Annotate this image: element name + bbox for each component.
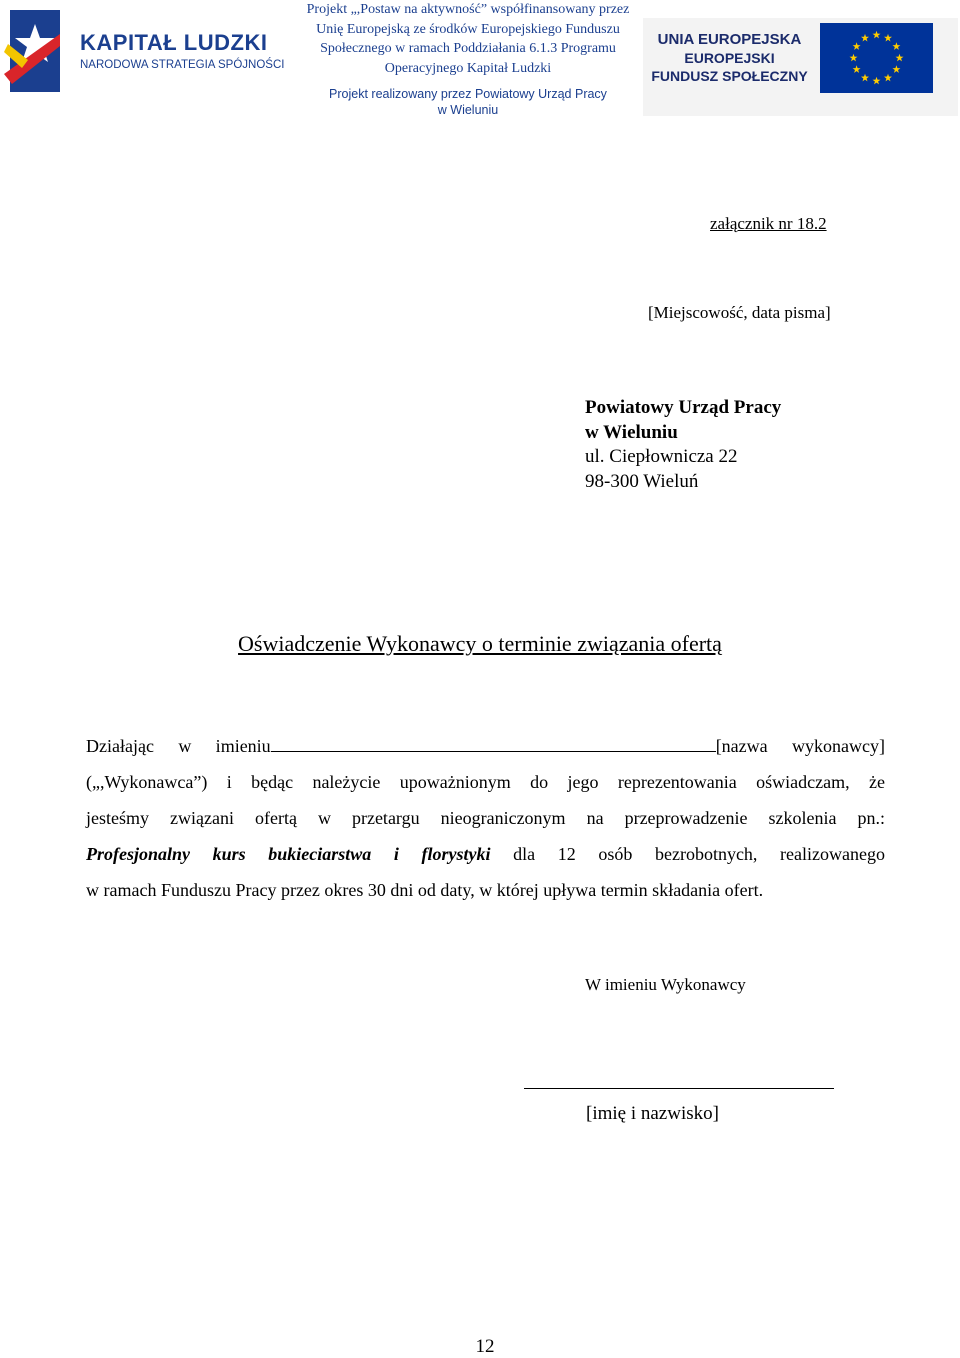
statement-paragraph	[86, 728, 885, 908]
document-title: Oświadczenie Wykonawcy o terminie związania ofertą	[238, 631, 722, 656]
statement-line-3: jesteśmy związani ofertą w przetargu nieograniczonym na przeprowadzenie szkolenia pn.:	[86, 808, 885, 828]
co-financing-line: Unię Europejską ze środków Europejskiego Funduszu	[316, 21, 620, 37]
contractor-name-placeholder: [nazwa wykonawcy]	[715, 736, 885, 756]
signature-name-placeholder: [imię i nazwisko]	[586, 1103, 719, 1124]
recipient-name-line1: Powiatowy Urząd Pracy	[585, 397, 782, 418]
eu-logo-line3: FUNDUSZ SPOŁECZNY	[651, 68, 808, 84]
co-financing-line: Projekt „,Postaw na aktywność” współfinansowany przez	[306, 2, 630, 17]
kapital-ludzki-subtitle: NARODOWA STRATEGIA SPÓJNOŚCI	[80, 59, 285, 71]
course-participants: dla 12 osób bezrobotnych, realizowanego	[490, 844, 885, 864]
contractor-name-blank	[271, 735, 716, 752]
annex-number: załącznik nr 18.2	[710, 214, 827, 233]
signature-label: W imieniu Wykonawcy	[585, 975, 746, 994]
acting-on-behalf-label: Działając w imieniu	[86, 736, 271, 756]
kapital-ludzki-title: KAPITAŁ LUDZKI	[80, 30, 268, 55]
co-financing-line: Społecznego w ramach Poddziałania 6.1.3 Programu	[320, 41, 616, 56]
recipient-address	[585, 396, 781, 494]
project-line: w Wieluniu	[437, 103, 499, 117]
recipient-city: 98-300 Wieluń	[585, 470, 699, 492]
project-note	[290, 86, 646, 118]
statement-line-2: („,Wykonawca”) i będąc należycie upoważnionym do jego reprezentowania oświadczam, że	[86, 772, 885, 792]
co-financing-note	[290, 0, 646, 78]
recipient-name-line2: w Wieluniu	[585, 421, 678, 443]
eu-logo-text	[647, 31, 812, 85]
course-name: Profesjonalny kurs bukieciarstwa i florystyki	[86, 844, 491, 864]
eu-flag-icon	[820, 23, 933, 93]
eu-logo-line2: EUROPEJSKI	[684, 50, 775, 66]
statement-line-5: w ramach Funduszu Pracy przez okres 30 dni od daty, w której upływa termin składania ofert.	[86, 880, 764, 900]
statement-line-1	[86, 728, 885, 764]
statement-line-4	[86, 836, 885, 872]
project-line: Projekt realizowany przez Powiatowy Urząd Pracy	[329, 87, 607, 101]
place-date-placeholder: [Miejscowość, data pisma]	[648, 303, 831, 322]
signature-line	[524, 1088, 834, 1089]
eu-logo-line1: UNIA EUROPEJSKA	[657, 31, 802, 48]
page-number: 12	[475, 1336, 495, 1357]
co-financing-line: Operacyjnego Kapitał Ludzki	[384, 60, 552, 76]
recipient-street: ul. Ciepłownicza 22	[585, 446, 738, 467]
